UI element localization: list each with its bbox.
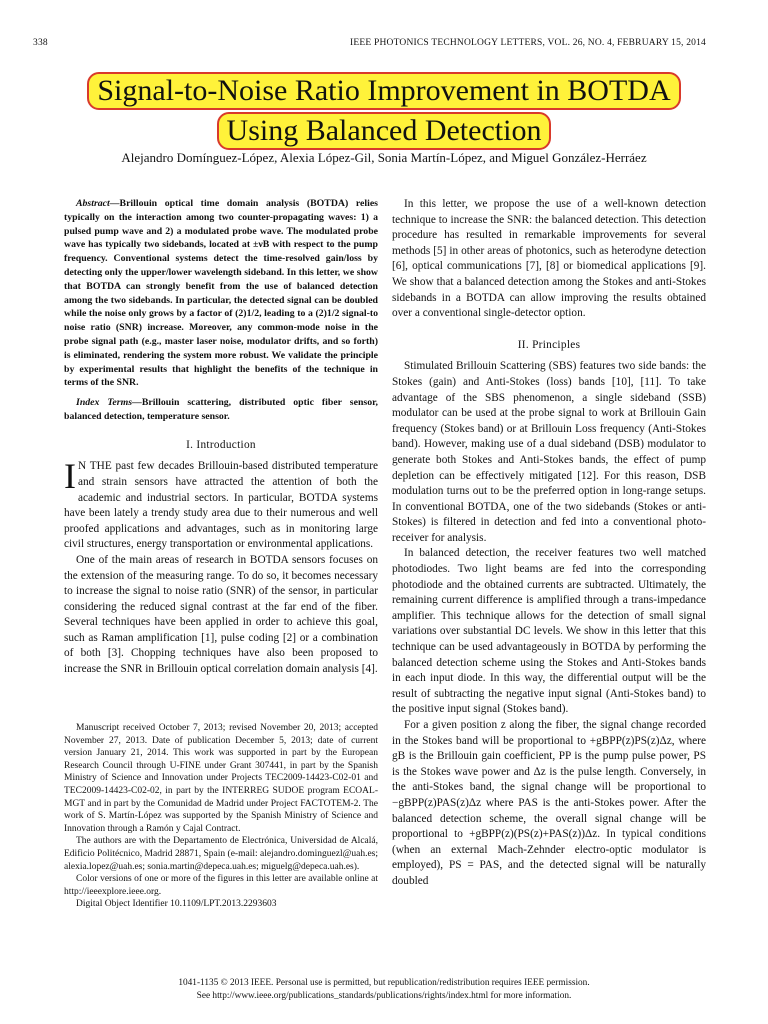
principles-paragraph-2: In balanced detection, the receiver features two well matched photodiodes. Two light beams are fed into the corresponding photodiode and the obtained currents are subtracted. Ultimately, the remaining current difference is amplified through a trans-impedance amplifier. This technique allows for the detection of small signal variations over substantial DC levels. We show in this letter that this technique can be used advantageously in BOTDA by performing the balanced detection scheme using the Stokes and Anti-Stokes bands in each input diode. In this way, the differential output will be the result of subtracting the negative input signal (Anti-Stokes band) to the positive input signal (Stokes band). — [392, 547, 706, 716]
section-2-heading: II. Principles — [517, 338, 581, 351]
rights-link[interactable]: See http://www.ieee.org/publications_standards/publications/rights/index.html for more information. — [196, 990, 572, 1001]
right-column — [392, 197, 706, 890]
title-line-1: Signal-to-Noise Ratio Improvement in BOTDA — [87, 72, 680, 110]
abstract-label: Abstract— — [76, 198, 120, 209]
page-number: 338 — [33, 38, 48, 48]
abstract — [64, 197, 378, 390]
section-1-heading: I. Introduction — [186, 438, 256, 451]
intro-paragraph-3: In this letter, we propose the use of a well-known detection technique to increase the SNR: the balanced detection. This detection procedure has resulted in remarkable improvements for several methods [5] in other areas of photonics, such as heterodyne detection [6], optical communications [7], [8] or biomedical applications [9]. We show that a balanced detection among the Stokes and anti-Stokes sidebands in a BOTDA can allow improving the results obtained over a conventional single-detector option. — [392, 198, 706, 320]
title-line-2: Using Balanced Detection — [217, 112, 552, 150]
footnote-color: Color versions of one or more of the figures in this letter are available online at http://ieeexplore.ieee.org. — [64, 874, 378, 897]
footnotes — [64, 722, 378, 911]
footnote-doi: Digital Object Identifier 10.1109/LPT.2013.2293603 — [76, 899, 277, 910]
intro-paragraph-2: One of the main areas of research in BOTDA sensors focuses on the extension of the measuring range. To do so, it becomes necessary to increase the signal to noise ratio (SNR) of the sensor, in particular considering the reduced signal contrast at the far end of the fiber. Several techniques have been applied in order to achieve this goal, such as Raman amplification [1], pulse coding [2] or a combination of both [3]. Chopping techniques have also been proposed to increase the SNR in Brillouin optical correlation domain analysis [4]. — [64, 553, 378, 676]
index-terms-text: Brillouin scattering, distributed optic fiber sensor, balanced detection, temperature sensor. — [64, 397, 378, 422]
index-terms — [64, 396, 378, 424]
journal-header: IEEE PHOTONICS TECHNOLOGY LETTERS, VOL. 26, NO. 4, FEBRUARY 15, 2014 — [350, 38, 706, 48]
left-column — [64, 197, 378, 678]
copyright-line: 1041-1135 © 2013 IEEE. Personal use is permitted, but republication/redistribution requires IEEE permission. — [178, 978, 590, 988]
intro-p1-text: N THE past few decades Brillouin-based distributed temperature and strain sensors have attracted the attention of both the academic and industrial sectors. In particular, BOTDA systems have been lately a trendy study area due to their numerous and well proofed applications and advantages, such as in monitoring large civil structures, energy transportation or environmental applications. — [64, 460, 378, 551]
index-terms-label: Index Terms— — [76, 397, 142, 409]
intro-paragraph-1 — [64, 456, 378, 553]
copyright-footer — [0, 977, 768, 1002]
author-list: Alejandro Domínguez-López, Alexia López-Gil, Sonia Martín-López, and Miguel González-Herráez — [121, 150, 647, 165]
footnote-affiliation: The authors are with the Departamento de Electrónica, Universidad de Alcalá, Edificio Politécnico, Madrid 28871, Spain (e-mail: alejandro.dominguezl@uah.es; alexia.lopez@uah.es; sonia.martin@depeca.uah.es; miguelg@depeca.uah.es). — [64, 836, 378, 872]
footnote-manuscript: Manuscript received October 7, 2013; revised November 20, 2013; accepted November 27, 2013. Date of publication December 5, 2013; date of current version January 21, 2014. This work was supported in part by the European Research Council through U-FINE under Grant 307441, in part by the Spanish Ministry of Science and Innovation under Projects TEC2009-14423-C02-01 and TEC2009-14423-C02-02, in part by the INTERREG SUDOE program ECOAL-MGT and in part by the Comunidad de Madrid under Project FACTOTEM-2. The work of S. Martín-López was supported by the Spanish Ministry of Science and Innovation through a Ramón y Cajal Contract. — [64, 723, 378, 834]
principles-paragraph-3: For a given position z along the fiber, the signal change recorded in the Stokes band will be proportional to +gBPP(z)PS(z)Δz, where gB is the Brillouin gain coefficient, PP is the pump pulse power, PS is the Stokes wave power and Δz is the pulse length. Conversely, in the anti-Stokes band, the signal change will be proportional to −gBPP(z)PAS(z)Δz where PAS is the anti-Stokes power. After the balanced detection scheme, the overall signal change will be proportional to +gBPP(z)(PS(z)+PAS(z))Δz. In typical conditions (when an external Mach-Zehnder electro-optic modulator is employed), PS = PAS, and the detected signal will be naturally doubled — [392, 719, 706, 887]
paper-title — [0, 72, 768, 150]
principles-paragraph-1: Stimulated Brillouin Scattering (SBS) features two side bands: the Stokes (gain) and Anti-Stokes (loss) bands [10], [11]. To take advantage of the SBS phenomenon, a single sideband (SSB) modulator can be used at the probe signal to work at Brillouin Gain frequency (Stokes band) or at Brillouin Loss frequency (Anti-Stokes band). However, making use of a dual sideband (DSB) modulator to generate both Stokes and Anti-Stokes bands, the effect of pump depletion can be effectively mitigated [12]. For this reason, DSB modulation turns out to be the preferred option in long-range setups. In conventional BOTDA, one of the two sidebands (Stokes or anti-Stokes) is filtered in detection and fed into a conventional photo-receiver for analysis. — [392, 360, 706, 544]
abstract-text: Brillouin optical time domain analysis (BOTDA) relies typically on the interaction among two counter-propagating waves: 1) a pulsed pump wave and 2) a modulated probe wave. The modulated probe wave has typically two sidebands, located at ±νB with respect to the pump frequency. Conventional systems detect the time-resolved gain/loss by detecting only the upper/lower wavelength sideband. In this letter, we show that BOTDA can strongly benefit from the use of balanced detection among the two sidebands. In particular, the detected signal can be doubled while the noise only grows by a factor of (2)1/2, leading to a (2)1/2 signal-to noise ratio (SNR) increase. Moreover, any common-mode noise in the probe signal path (e.g., master laser noise, modulator drifts, and so forth) is eliminated, rendering the system more robust. We validate the principle by experimental results that highlight the benefits of the technique in terms of the SNR. — [64, 198, 378, 389]
drop-cap: I — [64, 456, 76, 497]
